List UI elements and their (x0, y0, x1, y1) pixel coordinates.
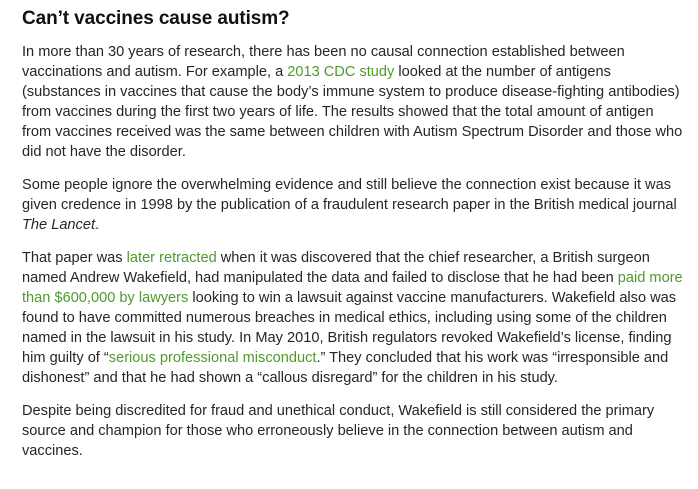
paid-by-lawyers-link[interactable]: paid more than $600,000 by lawyers (22, 270, 683, 306)
paragraph-text: .” They concluded that his work was “irresponsible and dishonest” and that he had shown a “callous disregard” for the children in his study. (22, 350, 669, 386)
paragraph-text: looked at the number of antigens (substances in vaccines that cause the body’s immune system to produce disease-fighting antibodies) from vaccines during the first two years of life. The results showed that the total amount of antigen from vaccines received was the same between children with Autism Spectrum Disorder and those who did not have the disorder. (22, 64, 683, 160)
cdc-study-link[interactable]: 2013 CDC study (287, 64, 395, 80)
paragraph-text: looking to win a lawsuit against vaccine manufacturers. Wakefield also was found to have committed numerous breaches in medical ethics, including using some of the children named in the lawsuit in his study. In May 2010, British regulators revoked Wakefield’s license, finding him guilty of “ (22, 290, 677, 366)
article-heading: Can’t vaccines cause autism? (22, 8, 290, 29)
paragraph-research (22, 42, 684, 162)
paragraph-belief (22, 175, 684, 235)
paragraph-text: In more than 30 years of research, there has been no causal connection established between vaccinations and autism. For example, a (22, 44, 625, 80)
paragraph-text: when it was discovered that the chief researcher, a British surgeon named Andrew Wakefield, had manipulated the data and failed to disclose that he had been (22, 250, 650, 286)
paragraph-text: Despite being discredited for fraud and unethical conduct, Wakefield is still considered the primary source and champion for those who erroneously believe in the connection between autism and vaccines. (22, 403, 655, 459)
paragraph-text: Some people ignore the overwhelming evidence and still believe the connection exist because it was given credence in 1998 by the publication of a fraudulent research paper in the British medical journal (22, 177, 677, 213)
journal-title: The Lancet (22, 217, 96, 233)
paragraph-conclusion (22, 401, 684, 461)
paragraph-text: That paper was (22, 250, 127, 266)
later-retracted-link[interactable]: later retracted (126, 250, 217, 266)
serious-misconduct-link[interactable]: serious professional misconduct (108, 350, 317, 366)
paragraph-retraction (22, 248, 684, 388)
paragraph-text: . (95, 217, 100, 233)
